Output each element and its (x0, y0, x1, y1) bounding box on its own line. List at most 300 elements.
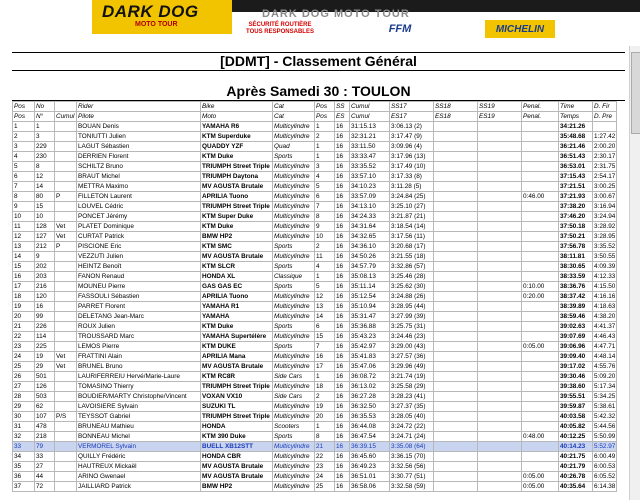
cell-bike: YAMAHA (201, 312, 273, 322)
cell-cat-pos: 1 (315, 122, 335, 132)
cell-ss: 16 (335, 432, 350, 442)
cell-bike: YAMAHA R6 (201, 122, 273, 132)
cell-gap: 4:55.76 (594, 363, 616, 370)
cell-bike: QUADDY YZF (201, 142, 273, 152)
cell-cat-pos: 25 (315, 482, 335, 492)
cell-time: 36:21.46 (559, 142, 593, 152)
cell-ss17: 3:24.71 (24) (390, 432, 434, 442)
cell-ss: 16 (335, 392, 350, 402)
cell-cumul: 32:31.21 (350, 132, 390, 142)
table-row (13, 212, 617, 222)
cell-ss19 (478, 192, 522, 202)
cell-cat-pos: 2 (315, 132, 335, 142)
cell-ss: 16 (335, 242, 350, 252)
cell-ss19 (478, 452, 522, 462)
cell-cumul-flag (55, 422, 77, 432)
cell-rider: DELETANG Jean-Marc (77, 312, 201, 322)
cell-cat: Multicylindre (273, 172, 315, 182)
cell-bike: HONDA (201, 422, 273, 432)
cell-pos: 26 (13, 372, 35, 382)
cell-rider: VEZZUTI Julien (77, 252, 201, 262)
cell-time: 37:15.43 (559, 172, 593, 182)
cell-ss17: 3:24.72 (22) (390, 422, 434, 432)
cell-ss: 16 (335, 252, 350, 262)
cell-ss17: 3:17.33 (8) (390, 172, 434, 182)
cell-cumul: 35:36.88 (350, 322, 390, 332)
table-row (13, 482, 617, 492)
cell-cumul: 36:51.01 (350, 472, 390, 482)
cell-pos: 7 (13, 182, 35, 192)
cell-cumul: 36:13.02 (350, 382, 390, 392)
cell-bike: BMW HP2 (201, 482, 273, 492)
cell-penal (522, 462, 559, 472)
cell-ss18 (434, 122, 478, 132)
cell-cat: Sports (273, 432, 315, 442)
cell-rider: LAURIFERREIU Hervé/Marie-Laure (77, 372, 201, 382)
cell-no: 33 (35, 452, 55, 462)
cell-cat: Sports (273, 262, 315, 272)
header-penal: Penal. (522, 112, 559, 122)
cell-ss18 (434, 352, 478, 362)
cell-bike: MV AGUSTA Brutale (201, 182, 273, 192)
cell-ss19 (478, 472, 522, 482)
cell-ss19 (478, 152, 522, 162)
cell-gap: 3:16.94 (594, 203, 616, 210)
header-banner (0, 0, 640, 46)
table-row (13, 382, 617, 392)
cell-cumul-flag (55, 462, 77, 472)
cell-penal (522, 312, 559, 322)
cell-pos: 12 (13, 232, 35, 242)
cell-gap: 4:46.43 (594, 333, 616, 340)
cell-cumul-flag (55, 212, 77, 222)
cell-no: 72 (35, 482, 55, 492)
cell-cat: Side Cars (273, 392, 315, 402)
cell-rider: PARRET Florent (77, 302, 201, 312)
cell-no: 212 (35, 242, 55, 252)
cell-time: 35:48.68 (559, 132, 593, 142)
cell-cat: Classique (273, 272, 315, 282)
cell-ss: 16 (335, 462, 350, 472)
cell-rider: VERMOREL Sylvain (77, 442, 201, 452)
table-row (13, 172, 617, 182)
cell-ss18 (434, 132, 478, 142)
cell-ss19 (478, 212, 522, 222)
cell-no: 9 (35, 252, 55, 262)
cell-bike: KTM Duke (201, 222, 273, 232)
cell-bike: KTM Duke (201, 322, 273, 332)
header-ss: SS (335, 102, 350, 112)
table-row (13, 302, 617, 312)
cell-rider: BRAUT Michel (77, 172, 201, 182)
cell-ss19 (478, 302, 522, 312)
header-pos: Pos (13, 102, 35, 112)
cell-no: 80 (35, 192, 55, 202)
cell-ss19 (478, 352, 522, 362)
header-rider: Pilote (77, 112, 201, 122)
logo-text: DARK DOG (102, 2, 199, 21)
cell-cat: Sports (273, 282, 315, 292)
cell-rider: PISCIONE Eric (77, 242, 201, 252)
cell-cat-pos: 10 (315, 232, 335, 242)
cell-cat: Multicylindre (273, 452, 315, 462)
cell-time: 38:11.81 (559, 252, 593, 262)
cell-pos: 30 (13, 412, 35, 422)
cell-ss19 (478, 322, 522, 332)
cell-cat-pos: 23 (315, 462, 335, 472)
cell-no: 79 (35, 442, 55, 452)
cell-cat-pos: 1 (315, 372, 335, 382)
cell-pos: 20 (13, 312, 35, 322)
cell-penal (522, 152, 559, 162)
table-row (13, 442, 617, 452)
cell-no: 128 (35, 222, 55, 232)
cell-gap: 3:00.25 (594, 183, 616, 190)
cell-bike: HONDA XL (201, 272, 273, 282)
cell-penal (522, 222, 559, 232)
cell-rider: HAUTREUX Mickaël (77, 462, 201, 472)
michelin-logo: MICHELIN (485, 20, 555, 38)
cell-cat-pos: 2 (315, 242, 335, 252)
cell-bike: MV AGUSTA Brutale (201, 252, 273, 262)
cell-ss19 (478, 272, 522, 282)
cell-rider: CURTAT Patrick (77, 232, 201, 242)
cell-cat: Sports (273, 242, 315, 252)
cell-ss19 (478, 362, 522, 372)
cell-cat-pos: 21 (315, 442, 335, 452)
header-bike: Moto (201, 112, 273, 122)
cell-cat-pos: 20 (315, 412, 335, 422)
cell-no: 203 (35, 272, 55, 282)
table-row (13, 292, 617, 302)
cell-bike: BUELL XB12STT (201, 442, 273, 452)
cell-cat-pos: 3 (315, 162, 335, 172)
cell-bike: HONDA CBR (201, 452, 273, 462)
cell-penal (522, 272, 559, 282)
cell-cumul: 34:50.26 (350, 252, 390, 262)
header-no: No (35, 102, 55, 112)
header-ss17: SS17 (390, 102, 434, 112)
cell-ss17: 3:11.28 (5) (390, 182, 434, 192)
cell-cumul-flag (55, 312, 77, 322)
cell-cumul: 36:47.54 (350, 432, 390, 442)
page-subtitle: Après Samedi 30 : TOULON (12, 83, 625, 101)
cell-cumul-flag (55, 472, 77, 482)
cell-penal (522, 402, 559, 412)
cell-time: 37:50.21 (559, 232, 593, 242)
vertical-scrollbar[interactable] (629, 46, 640, 500)
cell-ss17: 3:27.57 (36) (390, 352, 434, 362)
cell-cumul-flag (55, 132, 77, 142)
cell-ss18 (434, 282, 478, 292)
cell-ss17: 3:18.54 (14) (390, 222, 434, 232)
table-row (13, 272, 617, 282)
table-row (13, 402, 617, 412)
cell-gap: 3:35.52 (594, 243, 616, 250)
cell-ss: 16 (335, 472, 350, 482)
cell-cat: Multicylindre (273, 312, 315, 322)
cell-time: 36:53.01 (559, 162, 593, 172)
cell-rider: BONNEAU Michel (77, 432, 201, 442)
cell-ss18 (434, 332, 478, 342)
cell-time: 40:14.23 (559, 442, 593, 452)
cell-rider: SCHILTZ Bruno (77, 162, 201, 172)
header-rider: Rider (77, 102, 201, 112)
cell-ss19 (478, 412, 522, 422)
cell-cat: Sports (273, 322, 315, 332)
cell-ss: 16 (335, 312, 350, 322)
cell-penal (522, 142, 559, 152)
cell-ss: 16 (335, 422, 350, 432)
cell-ss: 16 (335, 372, 350, 382)
cell-pos: 23 (13, 342, 35, 352)
cell-rider: BOUAN Denis (77, 122, 201, 132)
cell-bike: KTM 390 Duke (201, 432, 273, 442)
cell-ss19 (478, 262, 522, 272)
table-row (13, 332, 617, 342)
cell-bike: KTM Duke (201, 152, 273, 162)
cell-cumul-flag (55, 152, 77, 162)
table-row (13, 412, 617, 422)
cell-penal (522, 122, 559, 132)
cell-time: 37:38.20 (559, 202, 593, 212)
cell-ss17: 3:29.96 (49) (390, 362, 434, 372)
cell-ss17: 3:17.49 (10) (390, 162, 434, 172)
cell-penal (522, 332, 559, 342)
cell-ss19 (478, 372, 522, 382)
cell-bike: MV AGUSTA Brutale (201, 362, 273, 372)
cell-cat-pos: 1 (315, 152, 335, 162)
cell-cumul: 35:12.54 (350, 292, 390, 302)
header-cumul: Cumul (350, 112, 390, 122)
cell-ss19 (478, 342, 522, 352)
cell-ss: 16 (335, 222, 350, 232)
cell-pos: 13 (13, 242, 35, 252)
cell-cumul-flag (55, 142, 77, 152)
cell-gap: 5:42.32 (594, 413, 616, 420)
cell-time: 37:21.51 (559, 182, 593, 192)
cell-no: 14 (35, 182, 55, 192)
cell-ss: 16 (335, 272, 350, 282)
cell-ss: 16 (335, 322, 350, 332)
cell-cumul-flag: P (55, 192, 77, 202)
cell-cumul-flag: P (55, 242, 77, 252)
cell-pos: 19 (13, 302, 35, 312)
cell-penal (522, 132, 559, 142)
cell-bike: TRIUMPH Street Triple (201, 202, 273, 212)
cell-gap: 4:18.63 (594, 303, 616, 310)
cell-gap: 2:30.17 (594, 153, 616, 160)
cell-cat-pos: 14 (315, 312, 335, 322)
cell-cat: Multicylindre (273, 442, 315, 452)
cell-no: 218 (35, 432, 55, 442)
cell-ss17: 3:20.68 (17) (390, 242, 434, 252)
cell-time: 40:05.82 (559, 422, 593, 432)
cell-bike: TRIUMPH Street Triple (201, 162, 273, 172)
cell-time: 39:17.02 (559, 362, 593, 372)
cell-pos: 8 (13, 192, 35, 202)
cell-ss19 (478, 442, 522, 452)
cell-penal (522, 412, 559, 422)
cell-cumul-flag (55, 202, 77, 212)
cell-cat: Quad (273, 142, 315, 152)
cell-ss19 (478, 402, 522, 412)
cell-penal: 0:20.00 (522, 292, 559, 302)
cell-cumul-flag (55, 122, 77, 132)
cell-no: 225 (35, 342, 55, 352)
cell-cumul: 36:39.15 (350, 442, 390, 452)
header-ss18: SS18 (434, 102, 478, 112)
cell-cumul: 34:32.65 (350, 232, 390, 242)
cell-penal (522, 422, 559, 432)
cell-cumul-flag: Vet (55, 352, 77, 362)
cell-cat-pos: 18 (315, 382, 335, 392)
cell-pos: 10 (13, 212, 35, 222)
scrollbar-thumb[interactable] (631, 52, 640, 134)
cell-gap: 4:41.37 (594, 323, 616, 330)
cell-bike: APRILIA Mana (201, 352, 273, 362)
cell-ss17: 3:21.87 (21) (390, 212, 434, 222)
cell-rider: LOUVEL Cédric (77, 202, 201, 212)
cell-ss18 (434, 362, 478, 372)
cell-ss18 (434, 212, 478, 222)
cell-ss19 (478, 382, 522, 392)
cell-cat: Multicylindre (273, 212, 315, 222)
cell-gap: 2:54.17 (594, 173, 616, 180)
cell-bike: GAS GAS EC (201, 282, 273, 292)
cell-ss: 16 (335, 452, 350, 462)
cell-ss19 (478, 202, 522, 212)
cell-time: 34:21.26 (559, 122, 593, 132)
cell-ss: 16 (335, 232, 350, 242)
cell-no: 229 (35, 142, 55, 152)
cell-ss: 16 (335, 262, 350, 272)
cell-cumul: 31:15.13 (350, 122, 390, 132)
cell-ss17: 3:17.56 (11) (390, 232, 434, 242)
cell-no: 202 (35, 262, 55, 272)
table-row (13, 312, 617, 322)
cell-ss19 (478, 432, 522, 442)
cell-cumul: 33:35.52 (350, 162, 390, 172)
cell-no: 10 (35, 212, 55, 222)
header-gap: D. Pre (593, 112, 617, 122)
header-row (13, 112, 617, 122)
cell-pos: 1 (13, 122, 35, 132)
cell-ss18 (434, 322, 478, 332)
cell-rider: FASSOULI Sébastien (77, 292, 201, 302)
cell-cat-pos: 8 (315, 432, 335, 442)
cell-gap: 5:34.25 (594, 393, 616, 400)
header-no: N° (35, 112, 55, 122)
cell-cumul-flag (55, 432, 77, 442)
cell-ss17: 3:21.55 (18) (390, 252, 434, 262)
cell-cumul: 35:42.97 (350, 342, 390, 352)
cell-bike: KTM SMC (201, 242, 273, 252)
cell-ss: 16 (335, 182, 350, 192)
cell-penal (522, 352, 559, 362)
cell-cumul-flag (55, 262, 77, 272)
cell-ss17: 3:32.86 (57) (390, 262, 434, 272)
cell-rider: ARINO Gwenael (77, 472, 201, 482)
table-row (13, 322, 617, 332)
cell-cumul-flag (55, 322, 77, 332)
cell-gap: 3:50.55 (594, 253, 616, 260)
cell-cat-pos: 24 (315, 472, 335, 482)
cell-gap: 5:44.56 (594, 423, 616, 430)
cell-ss19 (478, 292, 522, 302)
cell-pos: 31 (13, 422, 35, 432)
cell-penal (522, 382, 559, 392)
cell-time: 40:21.79 (559, 462, 593, 472)
cell-ss: 16 (335, 152, 350, 162)
cell-cat: Multicylindre (273, 412, 315, 422)
cell-no: 27 (35, 462, 55, 472)
header-ss19: ES19 (478, 112, 522, 122)
cell-cat: Multicylindre (273, 462, 315, 472)
cell-rider: TONIUTTI Julien (77, 132, 201, 142)
cell-gap: 3:28.92 (594, 223, 616, 230)
cell-cat: Multicylindre (273, 182, 315, 192)
cell-ss18 (434, 142, 478, 152)
sponsor-logos (240, 20, 580, 40)
table-row (13, 472, 617, 482)
table-row (13, 352, 617, 362)
cell-penal (522, 392, 559, 402)
cell-pos: 22 (13, 332, 35, 342)
cell-ss19 (478, 132, 522, 142)
cell-bike: TRIUMPH Street Triple (201, 412, 273, 422)
cell-ss17: 3:21.74 (19) (390, 372, 434, 382)
cell-time: 36:51.43 (559, 152, 593, 162)
cell-cat-pos: 6 (315, 192, 335, 202)
header-cat-pos: Pos (315, 102, 335, 112)
cell-cumul: 36:35.53 (350, 412, 390, 422)
cell-ss18 (434, 292, 478, 302)
table-row (13, 342, 617, 352)
cell-pos: 11 (13, 222, 35, 232)
cell-penal: 0:46.00 (522, 192, 559, 202)
cell-ss18 (434, 452, 478, 462)
cell-ss19 (478, 282, 522, 292)
cell-ss: 16 (335, 442, 350, 452)
cell-ss18 (434, 222, 478, 232)
cell-ss19 (478, 392, 522, 402)
header-time: Time (559, 102, 593, 112)
table-row (13, 462, 617, 472)
cell-pos: 3 (13, 142, 35, 152)
cell-cat: Multicylindre (273, 132, 315, 142)
cell-cat-pos: 15 (315, 332, 335, 342)
table-row (13, 232, 617, 242)
cell-cumul: 34:57.79 (350, 262, 390, 272)
tour-title: DARK DOG MOTO TOUR (262, 8, 410, 20)
cell-ss: 16 (335, 192, 350, 202)
cell-ss18 (434, 382, 478, 392)
cell-bike: KTM Superduke (201, 132, 273, 142)
cell-penal: 0:10.00 (522, 282, 559, 292)
cell-ss18 (434, 472, 478, 482)
cell-no: 127 (35, 232, 55, 242)
cell-bike: KTM SLCR (201, 262, 273, 272)
cell-ss19 (478, 122, 522, 132)
table-row (13, 162, 617, 172)
cell-ss19 (478, 422, 522, 432)
cell-pos: 16 (13, 272, 35, 282)
results-table (12, 101, 617, 492)
cell-bike: KTM RC8R (201, 372, 273, 382)
cell-rider: FILLETON Laurent (77, 192, 201, 202)
cell-cat-pos: 1 (315, 142, 335, 152)
